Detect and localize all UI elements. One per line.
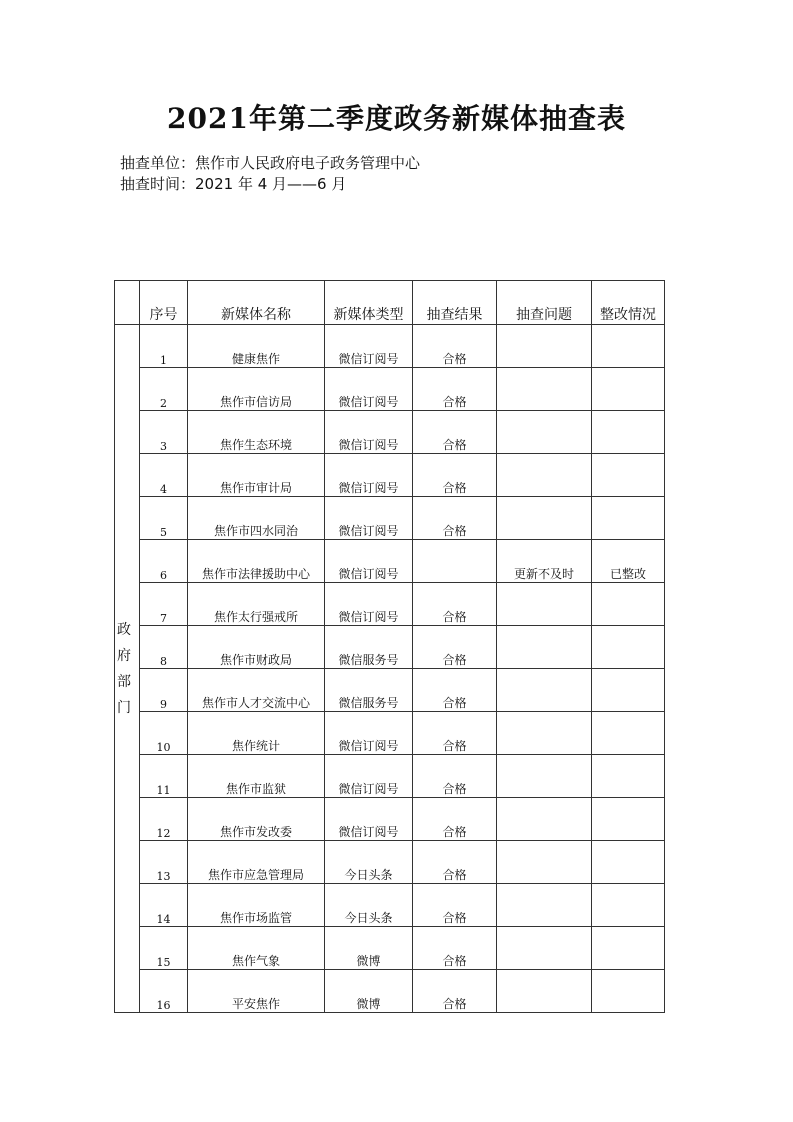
table-row <box>115 712 665 755</box>
row-media-name: 焦作太行强戒所 <box>188 583 325 626</box>
row-media-name: 焦作市信访局 <box>188 368 325 411</box>
row-serial: 15 <box>140 927 188 970</box>
row-media-name: 焦作市法律援助中心 <box>188 540 325 583</box>
row-rectification <box>592 368 665 411</box>
row-serial: 14 <box>140 884 188 927</box>
row-media-type: 微信订阅号 <box>325 712 413 755</box>
row-serial: 1 <box>140 325 188 368</box>
header-category <box>115 281 140 325</box>
row-result: 合格 <box>413 669 497 712</box>
row-rectification <box>592 411 665 454</box>
row-media-type: 微信订阅号 <box>325 497 413 540</box>
row-issue <box>497 798 592 841</box>
row-serial: 8 <box>140 626 188 669</box>
row-rectification <box>592 841 665 884</box>
row-media-name: 焦作市监狱 <box>188 755 325 798</box>
department-label <box>117 617 133 721</box>
row-result: 合格 <box>413 841 497 884</box>
row-issue <box>497 884 592 927</box>
row-result <box>413 540 497 583</box>
row-serial: 7 <box>140 583 188 626</box>
table-header-row <box>115 281 665 325</box>
row-result: 合格 <box>413 712 497 755</box>
page-title: 2021年第二季度政务新媒体抽查表 <box>167 102 626 135</box>
row-rectification <box>592 497 665 540</box>
row-result: 合格 <box>413 884 497 927</box>
inspection-table <box>114 280 665 1013</box>
row-issue <box>497 368 592 411</box>
row-media-name: 焦作市人才交流中心 <box>188 669 325 712</box>
header-serial: 序号 <box>140 281 188 325</box>
row-issue <box>497 583 592 626</box>
table-row <box>115 368 665 411</box>
row-result: 合格 <box>413 798 497 841</box>
department-char: 府 <box>117 648 131 664</box>
row-media-type: 今日头条 <box>325 841 413 884</box>
row-serial: 13 <box>140 841 188 884</box>
row-rectification <box>592 927 665 970</box>
table-row <box>115 841 665 884</box>
row-media-name: 焦作气象 <box>188 927 325 970</box>
department-char: 门 <box>117 700 131 716</box>
row-issue <box>497 712 592 755</box>
row-rectification <box>592 325 665 368</box>
table-row <box>115 884 665 927</box>
row-result: 合格 <box>413 755 497 798</box>
department-char: 部 <box>117 674 131 690</box>
row-serial: 9 <box>140 669 188 712</box>
row-rectification <box>592 583 665 626</box>
department-cell <box>115 325 140 1013</box>
row-media-type: 今日头条 <box>325 884 413 927</box>
row-rectification: 已整改 <box>592 540 665 583</box>
row-rectification <box>592 755 665 798</box>
row-result: 合格 <box>413 970 497 1013</box>
row-media-type: 微信订阅号 <box>325 411 413 454</box>
row-media-type: 微信服务号 <box>325 626 413 669</box>
row-media-name: 焦作统计 <box>188 712 325 755</box>
table-row <box>115 669 665 712</box>
table-row <box>115 798 665 841</box>
row-issue <box>497 755 592 798</box>
row-issue <box>497 411 592 454</box>
row-issue <box>497 325 592 368</box>
row-issue: 更新不及时 <box>497 540 592 583</box>
row-serial: 16 <box>140 970 188 1013</box>
table-row <box>115 927 665 970</box>
row-serial: 10 <box>140 712 188 755</box>
table-row <box>115 411 665 454</box>
row-media-type: 微信订阅号 <box>325 540 413 583</box>
row-media-name: 焦作市应急管理局 <box>188 841 325 884</box>
row-issue <box>497 454 592 497</box>
row-issue <box>497 841 592 884</box>
row-media-name: 焦作市发改委 <box>188 798 325 841</box>
row-rectification <box>592 454 665 497</box>
row-media-type: 微信服务号 <box>325 669 413 712</box>
row-media-type: 微信订阅号 <box>325 368 413 411</box>
row-result: 合格 <box>413 411 497 454</box>
row-issue <box>497 927 592 970</box>
row-serial: 5 <box>140 497 188 540</box>
inspection-unit: 抽查单位：焦作市人民政府电子政务管理中心 <box>120 154 421 172</box>
row-media-name: 焦作市审计局 <box>188 454 325 497</box>
row-rectification <box>592 626 665 669</box>
table-row <box>115 325 665 368</box>
row-serial: 12 <box>140 798 188 841</box>
row-media-name: 焦作市四水同治 <box>188 497 325 540</box>
row-media-name: 焦作生态环境 <box>188 411 325 454</box>
row-media-type: 微信订阅号 <box>325 454 413 497</box>
row-media-type: 微博 <box>325 927 413 970</box>
row-rectification <box>592 669 665 712</box>
row-media-type: 微信订阅号 <box>325 583 413 626</box>
table-row <box>115 583 665 626</box>
row-issue <box>497 970 592 1013</box>
row-media-type: 微信订阅号 <box>325 798 413 841</box>
row-serial: 2 <box>140 368 188 411</box>
row-media-type: 微博 <box>325 970 413 1013</box>
row-media-name: 健康焦作 <box>188 325 325 368</box>
header-media-name: 新媒体名称 <box>188 281 325 325</box>
row-rectification <box>592 884 665 927</box>
table-row <box>115 540 665 583</box>
row-issue <box>497 497 592 540</box>
row-media-type: 微信订阅号 <box>325 755 413 798</box>
department-char: 政 <box>117 622 131 638</box>
row-result: 合格 <box>413 325 497 368</box>
row-issue <box>497 626 592 669</box>
row-result: 合格 <box>413 583 497 626</box>
header-media-type: 新媒体类型 <box>325 281 413 325</box>
table-row <box>115 755 665 798</box>
row-serial: 6 <box>140 540 188 583</box>
row-serial: 11 <box>140 755 188 798</box>
row-rectification <box>592 712 665 755</box>
table-row <box>115 970 665 1013</box>
header-result: 抽查结果 <box>413 281 497 325</box>
row-rectification <box>592 798 665 841</box>
row-rectification <box>592 970 665 1013</box>
row-result: 合格 <box>413 368 497 411</box>
row-issue <box>497 669 592 712</box>
table-row <box>115 454 665 497</box>
row-result: 合格 <box>413 927 497 970</box>
header-issue: 抽查问题 <box>497 281 592 325</box>
header-rectification: 整改情况 <box>592 281 665 325</box>
row-serial: 3 <box>140 411 188 454</box>
table-row <box>115 626 665 669</box>
row-result: 合格 <box>413 454 497 497</box>
row-result: 合格 <box>413 626 497 669</box>
row-media-name: 焦作市财政局 <box>188 626 325 669</box>
row-media-name: 焦作市场监管 <box>188 884 325 927</box>
table-row <box>115 497 665 540</box>
row-media-type: 微信订阅号 <box>325 325 413 368</box>
inspection-period: 抽查时间：2021 年 4 月——6 月 <box>120 175 347 193</box>
row-serial: 4 <box>140 454 188 497</box>
row-result: 合格 <box>413 497 497 540</box>
row-media-name: 平安焦作 <box>188 970 325 1013</box>
